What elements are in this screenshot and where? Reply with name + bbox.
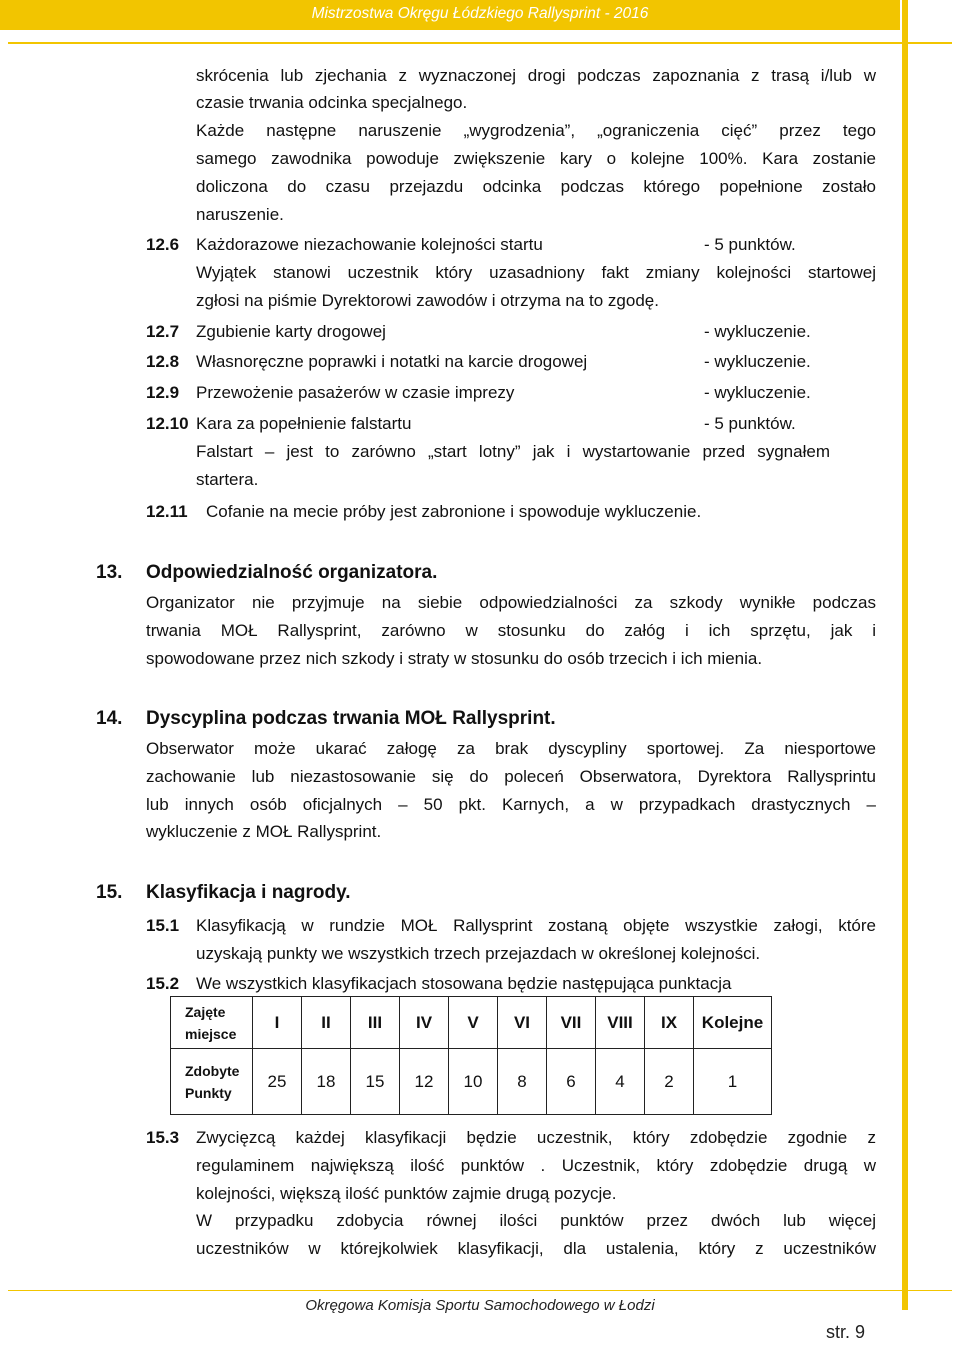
item-penalty: - 5 punktów.	[704, 235, 796, 254]
label-line: Punkty	[185, 1084, 232, 1101]
section-number: 14.	[96, 708, 123, 729]
item-number: 15.1	[146, 916, 180, 935]
table-row-label	[171, 1049, 253, 1115]
place-cell: V	[449, 997, 498, 1049]
section-title: Klasyfikacja i nagrody.	[146, 882, 351, 903]
points-cell: 6	[547, 1049, 596, 1115]
item-note: startera.	[196, 470, 259, 489]
item-text: We wszystkich klasyfikacjach stosowana będzie następująca punktacja	[196, 974, 732, 993]
item-penalty: - wykluczenie.	[704, 352, 811, 371]
section-line: wykluczenie z MOŁ Rallysprint.	[146, 822, 382, 841]
place-cell: III	[351, 997, 400, 1049]
section-title: Dyscyplina podczas trwania MOŁ Rallysprint.	[146, 708, 556, 729]
points-cell: 2	[645, 1049, 694, 1115]
item-text: Kara za popełnienie falstartu	[196, 414, 412, 433]
item-text: Klasyfikacją w rundzie MOŁ Rallysprint zostaną objęte wszystkie załogi, które	[196, 916, 876, 935]
section-line: trwania MOŁ Rallysprint, zarówno w stosunku do załóg i ich sprzętu, jak i	[146, 621, 876, 640]
section-number: 15.	[96, 882, 123, 903]
place-cell: VII	[547, 997, 596, 1049]
item-number: 12.7	[146, 322, 180, 341]
intro-line: samego zawodnika powoduje zwiększenie kary o kolejne 100%. Kara zostanie	[196, 149, 876, 168]
intro-line: naruszenie.	[196, 205, 284, 224]
points-cell: 12	[400, 1049, 449, 1115]
label-line: Zdobyte	[185, 1062, 240, 1079]
place-cell: IV	[400, 997, 449, 1049]
footer-text: Okręgowa Komisja Sportu Samochodowego w Łodzi	[305, 1297, 655, 1314]
table-row-label	[171, 997, 253, 1049]
label-line: Zajęte	[185, 1003, 226, 1020]
item-note: Falstart – jest to zarówno „start lotny” jak i wystartowanie przed sygnałem	[196, 442, 830, 461]
item-note: Wyjątek stanowi uczestnik który uzasadniony fakt zmiany kolejności startowej	[196, 263, 876, 282]
points-cell: 18	[302, 1049, 351, 1115]
points-cell: 10	[449, 1049, 498, 1115]
intro-line: czasie trwania odcinka specjalnego.	[196, 93, 468, 112]
table-row	[171, 997, 772, 1049]
page-number: str. 9	[826, 1322, 866, 1342]
label-line: miejsce	[185, 1025, 237, 1042]
item-number: 12.11	[146, 502, 188, 521]
item-text: kolejności, większą ilość punktów zajmie drugą pozycje.	[196, 1184, 617, 1203]
section-line: Organizator nie przyjmuje na siebie odpowiedzialności za szkody wynikłe podczas	[146, 593, 876, 612]
place-cell: II	[302, 997, 351, 1049]
section-title: Odpowiedzialność organizatora.	[146, 562, 438, 583]
header-rule	[8, 42, 952, 44]
points-cell: 25	[253, 1049, 302, 1115]
place-cell: VI	[498, 997, 547, 1049]
points-cell: 1	[694, 1049, 772, 1115]
item-text: uczestników w którejkolwiek klasyfikacji, dla ustalenia, który z uczestników	[196, 1239, 876, 1258]
points-cell: 8	[498, 1049, 547, 1115]
item-number: 15.2	[146, 974, 180, 993]
intro-line: skrócenia lub zjechania z wyznaczonej drogi podczas zapoznania z trasą i/lub w	[196, 66, 876, 85]
section-number: 13.	[96, 562, 123, 583]
section-line: spowodowane przez nich szkody i straty w stosunku do osób trzecich i ich mienia.	[146, 649, 763, 668]
intro-line: Każde następne naruszenie „wygrodzenia”, „ograniczenia cięć” przez tego	[196, 121, 876, 140]
place-cell: IX	[645, 997, 694, 1049]
item-text: uzyskają punkty we wszystkich trzech przejazdach w określonej kolejności.	[196, 944, 761, 963]
footer-rule	[8, 1290, 952, 1291]
item-text: W przypadku zdobycia równej ilości punktów przez dwóch lub więcej	[196, 1211, 876, 1230]
item-text: Przewożenie pasażerów w czasie imprezy	[196, 383, 515, 402]
item-number: 12.9	[146, 383, 180, 402]
item-text: regulaminem największą ilość punktów . Uczestnik, który zdobędzie drugą w	[196, 1156, 876, 1175]
item-text: Zwycięzcą każdej klasyfikacji będzie uczestnik, który zdobędzie zgodnie z	[196, 1128, 876, 1147]
points-cell: 15	[351, 1049, 400, 1115]
points-cell: 4	[596, 1049, 645, 1115]
item-text: Cofanie na mecie próby jest zabronione i spowoduje wykluczenie.	[206, 502, 702, 521]
item-number: 15.3	[146, 1128, 180, 1147]
section-line: lub innych osób oficjalnych – 50 pkt. Karnych, a w przypadkach drastycznych –	[146, 795, 876, 814]
item-number: 12.6	[146, 235, 180, 254]
section-line: zachowanie lub niezastosowanie się do poleceń Obserwatora, Dyrektora Rallysprintu	[146, 767, 876, 786]
place-cell: VIII	[596, 997, 645, 1049]
item-number: 12.8	[146, 352, 180, 371]
item-text: Własnoręczne poprawki i notatki na karcie drogowej	[196, 352, 588, 371]
points-table	[170, 996, 772, 1115]
item-penalty: - wykluczenie.	[704, 383, 811, 402]
right-accent-strip	[902, 0, 908, 1310]
section-line: Obserwator może ukarać załogę za brak dyscypliny sportowej. Za niesportowe	[146, 739, 876, 758]
table-row	[171, 1049, 772, 1115]
item-penalty: - 5 punktów.	[704, 414, 796, 433]
item-number: 12.10	[146, 414, 189, 433]
item-text: Każdorazowe niezachowanie kolejności startu	[196, 235, 543, 254]
header-title: Mistrzostwa Okręgu Łódzkiego Rallysprint - 2016	[311, 5, 649, 22]
place-cell: I	[253, 997, 302, 1049]
item-note: zgłosi na piśmie Dyrektorowi zawodów i otrzyma na to zgodę.	[196, 291, 659, 310]
item-penalty: - wykluczenie.	[704, 322, 811, 341]
item-text: Zgubienie karty drogowej	[196, 322, 386, 341]
place-cell: Kolejne	[694, 997, 772, 1049]
intro-line: doliczona do czasu przejazdu odcinka podczas którego popełnione zostało	[196, 177, 876, 196]
